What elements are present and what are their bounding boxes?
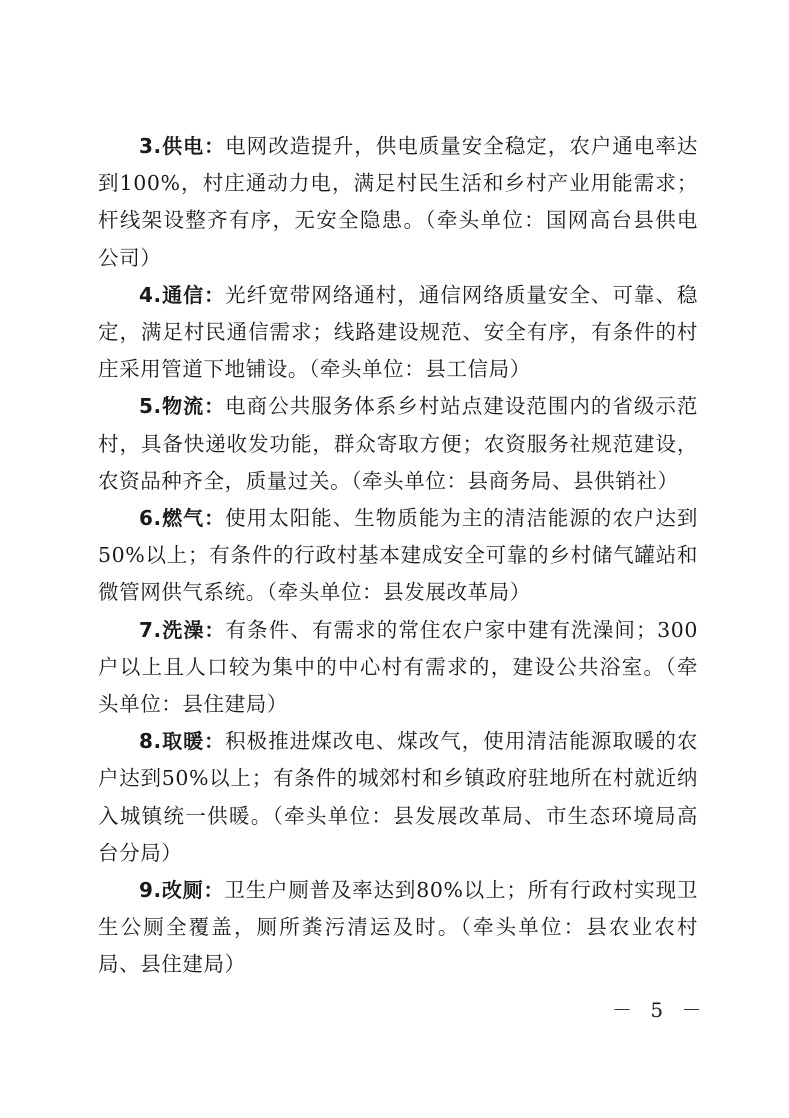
paragraph-text: 光纤宽带网络通村，通信网络质量安全、可靠、稳定，满足村民通信需求；线路建设规范、安全有序，有条件的村庄采用管道下地铺设。（牵头单位：县工信局） [98, 282, 699, 382]
page-number: － 5 － [612, 998, 708, 1022]
paragraph-heading: 8.取暖： [139, 729, 226, 754]
paragraph-text: 使用太阳能、生物质能为主的清洁能源的农户达到50%以上；有条件的行政村基本建成安全可靠的乡村储气罐站和微管网供气系统。（牵头单位：县发展改革局） [98, 506, 699, 605]
paragraph-heading: 6.燃气： [139, 506, 226, 531]
paragraph-gas [98, 500, 698, 612]
paragraph-heating [98, 723, 698, 872]
paragraph-toilet [98, 872, 698, 984]
paragraph-bathing [98, 612, 698, 724]
paragraph-power-supply [98, 128, 698, 277]
document-body [98, 128, 698, 984]
paragraph-text: 有条件、有需求的常住农户家中建有洗澡间；300户以上且人口较为集中的中心村有需求的，建设公共浴室。（牵头单位：县住建局） [98, 617, 698, 717]
paragraph-communication [98, 277, 698, 389]
paragraph-heading: 3.供电： [139, 134, 226, 158]
paragraph-heading: 5.物流： [139, 394, 226, 419]
paragraph-text: 卫生户厕普及率达到80%以上；所有行政村实现卫生公厕全覆盖，厕所粪污清运及时。（牵头单位：县农业农村局、县住建局） [98, 878, 698, 977]
paragraph-heading: 9.改厕： [139, 878, 225, 903]
paragraph-text: 积极推进煤改电、煤改气，使用清洁能源取暖的农户达到50%以上；有条件的城郊村和乡镇政府驻地所在村就近纳入城镇统一供暖。（牵头单位：县发展改革局、市生态环境局高台分局） [98, 729, 699, 865]
paragraph-heading: 7.洗澡： [139, 617, 226, 642]
paragraph-heading: 4.通信： [139, 282, 226, 307]
paragraph-text: 电网改造提升，供电质量安全稳定，农户通电率达到100%，村庄通动力电，满足村民生活和乡村产业用能需求；杆线架设整齐有序，无安全隐患。（牵头单位：国网高台县供电公司） [98, 134, 699, 270]
paragraph-text: 电商公共服务体系乡村站点建设范围内的省级示范村，具备快递收发功能，群众寄取方便；农资服务社规范建设，农资品种齐全，质量过关。（牵头单位：县商务局、县供销社） [98, 394, 699, 493]
paragraph-logistics [98, 388, 698, 500]
